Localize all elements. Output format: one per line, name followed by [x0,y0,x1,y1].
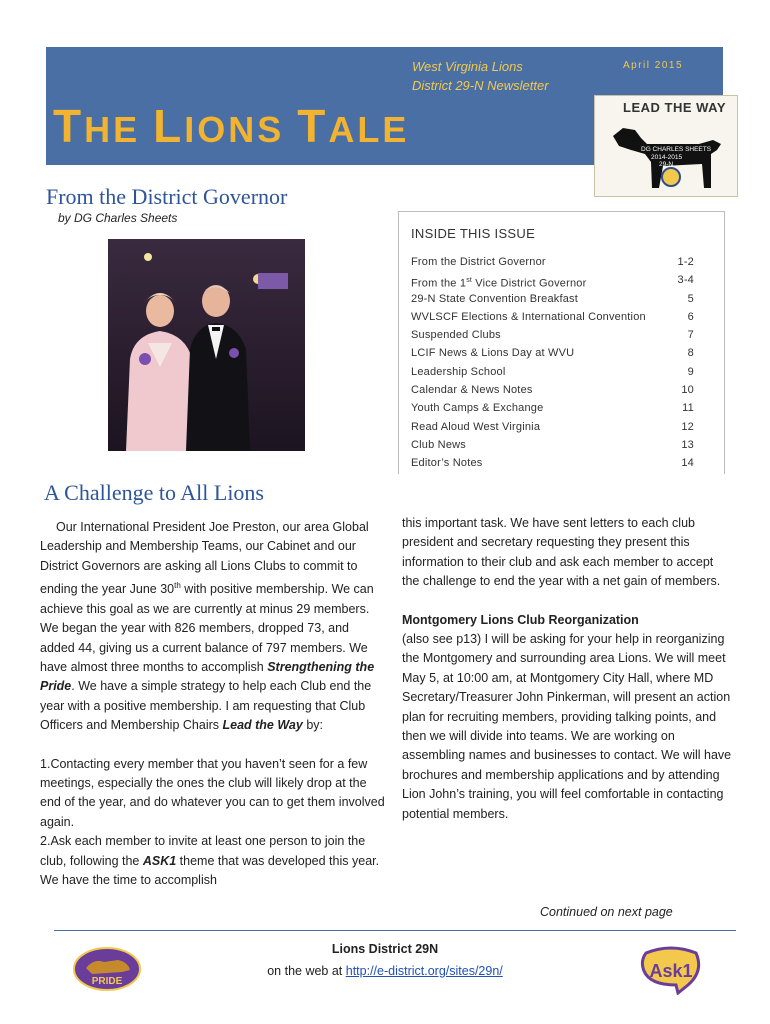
badge-line-2: 2014-2015 [651,154,683,161]
list-text: Ask each member to invite at least one person to join the club, following the [40,834,366,868]
list-item [40,832,385,890]
org-line-2: District 29-N Newsletter [412,78,549,93]
challenge-right-column [402,514,732,824]
toc-item-title: Youth Camps & Exchange [411,402,544,415]
title-part: HE [84,109,154,150]
challenge-left-column [40,518,385,890]
lead-the-way-badge [594,95,738,197]
title-letter: T [53,100,85,152]
toc-item-page: 6 [687,310,694,323]
footer-web-prefix: on the web at [267,964,346,978]
badge-title: LEAD THE WAY [623,100,727,115]
emphasis-text: Lead the Way [222,718,303,733]
district-website-link[interactable]: http://e-district.org/sites/29n/ [345,964,503,978]
governor-byline: by DG Charles Sheets [58,211,178,225]
toc-item-title: Editor’s Notes [411,457,483,470]
toc-item-title: From the District Governor [411,256,546,268]
toc-item-title: Calendar & News Notes [411,384,533,397]
table-of-contents [398,211,725,474]
montgomery-paragraph: (also see p13) I will be asking for your help in reorganizing the Montgomery and surrounding area Lions. We will meet May 5, at 10:00 am, at Montgomery City Hall, where MD Secretary/Treasurer John Pinkerman, will present an action plan for recruiting members, providing talking points, and then we will divide into teams. We are working on assembling names and businesses to contact. We will have brochures and membership applications and by attending Lion John’s training, you will feel comfortable in contacting potential members. [402,632,732,821]
toc-item-page: 14 [681,457,694,470]
title-part: ALE [328,109,410,150]
toc-item-page: 8 [687,347,694,360]
toc-item-title: Suspended Clubs [411,329,501,342]
toc-item-page: 5 [687,292,694,305]
toc-item[interactable] [411,455,694,473]
toc-item-title-part: From the 1 [411,277,467,290]
title-letter: T [297,100,329,152]
toc-item[interactable] [411,309,694,327]
toc-item-title-part: Vice District Governor [472,277,587,290]
toc-item-title [411,272,586,290]
toc-item-title: LCIF News & Lions Day at WVU [411,347,575,360]
text-run: with positive membership. We can achieve this goal as we are currently at minus 29 members. We began the year with 826 members, dropped 73, and added 44, giving us a current balance of 797 members. We have almost three months to accomplish [40,582,374,674]
logo-text: PRIDE [91,976,123,987]
toc-item-page: 3-4 [677,274,694,287]
toc-item-title: Leadership School [411,365,506,378]
toc-item[interactable] [411,400,694,418]
dog-icon [601,114,731,194]
toc-item-page: 1-2 [677,256,694,268]
list-number: 1. [40,756,51,771]
footer-district-name: Lions District 29N [331,942,439,956]
text-run: Our International President Joe Preston, our area Global Leadership and Membership Teams, our Cabinet and our District Governors are asking all Lions Clubs to commit to ending the year June 30 [40,520,369,597]
badge-line-1: DG CHARLES SHEETS [641,146,712,153]
toc-item-title-sup: st [466,277,473,285]
toc-item-page: 13 [681,438,694,451]
toc-list [411,254,694,474]
list-item [40,755,385,833]
toc-item-page: 11 [682,402,694,415]
toc-item[interactable] [411,437,694,455]
toc-item[interactable] [411,382,694,400]
emphasis-text: ASK1 [142,853,177,868]
badge-line-3: 29-N [659,161,674,168]
toc-item[interactable] [411,327,694,345]
newsletter-title [53,98,409,158]
toc-item-page: 9 [687,365,694,378]
continued-paragraph: this important task. We have sent letters to each club president and secretary requesting they present this information to their club and ask each member to accept the challenge to end the year with a net gain of members. [402,516,721,589]
title-letter: L [153,100,185,152]
lions-emblem-icon [662,168,680,186]
org-line-1: West Virginia Lions [412,59,523,74]
list-text: theme that was developed this year. We have the time to accomplish [40,853,380,888]
toc-item-title: 29-N State Convention Breakfast [411,292,579,305]
emphasis-text: Strengthening the Pride [40,660,375,694]
toc-item-page: 10 [681,384,694,397]
issue-date: April 2015 [623,60,684,71]
list-number: 2. [40,834,51,849]
continued-note: Continued on next page [540,905,673,919]
toc-item[interactable] [411,364,694,382]
text-run: . We have a simple strategy to help each Club end the year with a positive membership. I am requesting that Club Officers and Membership Chairs [40,679,372,733]
toc-item-title: Read Aloud West Virginia [411,420,541,433]
toc-heading: INSIDE THIS ISSUE [411,226,536,241]
governor-section-title: From the District Governor [46,184,288,209]
logo-text: Ask1 [649,961,693,981]
title-part: IONS [184,109,298,150]
text-run: by: [302,718,323,733]
toc-item[interactable] [411,291,694,309]
toc-item-page: 12 [681,420,694,433]
list-text: Contacting every member that you haven’t seen for a few meetings, especially the ones the club will likely drop at the end of the year, and do whatever you can to get them involved again. [40,756,385,829]
newsletter-org [412,57,549,95]
toc-item[interactable] [411,254,694,272]
text-sup: th [174,581,181,591]
montgomery-heading: Montgomery Lions Club Reorganization [402,612,639,627]
challenge-section-title: A Challenge to All Lions [44,480,264,505]
toc-item[interactable] [411,419,694,437]
footer-divider [54,930,736,931]
ask1-logo [638,945,704,1000]
toc-item-title: Club News [411,438,466,451]
governor-photo [108,239,305,451]
toc-item-page: 7 [687,329,694,342]
toc-item[interactable] [411,345,694,363]
toc-item[interactable] [411,272,694,290]
toc-item-title: WVLSCF Elections & International Convention [411,310,646,323]
challenge-paragraph [40,518,385,736]
